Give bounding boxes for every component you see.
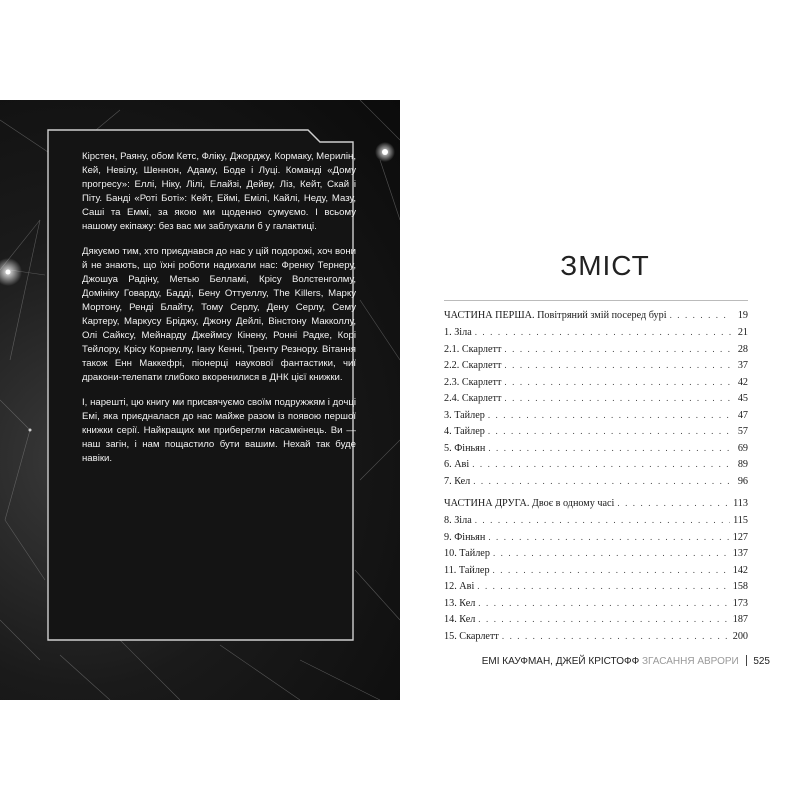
toc-entry-label: ЧАСТИНА ПЕРША. Повітряний змій посеред бурі	[444, 310, 667, 321]
toc-entry-page: 96	[737, 475, 748, 487]
toc-entry[interactable]	[444, 581, 748, 598]
toc-entry-page: 127	[732, 531, 748, 543]
toc-entry-label: 2.2. Скарлетт	[444, 360, 502, 371]
toc-entry-label: 2.3. Скарлетт	[444, 376, 502, 388]
table-of-contents	[444, 308, 748, 647]
toc-entry[interactable]	[444, 598, 748, 615]
right-page	[400, 100, 800, 700]
toc-leader-dots	[488, 410, 731, 420]
dedication-text	[82, 150, 356, 476]
toc-leader-dots	[478, 614, 729, 624]
toc-entry-label: ЧАСТИНА ДРУГА. Двоє в одному часі	[444, 498, 615, 509]
toc-entry-page: 187	[732, 614, 748, 625]
toc-entry[interactable]	[444, 459, 748, 476]
toc-leader-dots	[493, 548, 730, 558]
toc-entry-page: 42	[737, 376, 748, 388]
dedication-paragraph-2: Дякуємо тим, хто приєднався до нас у цій подорожі, хоч вони й не знають, що їхні роботи надихали нас: Френку Тернеру, Джошуа Радіну, Метью Белламі, Крісу Волстенголму, Домініку Говарду, Бадді, Бену Оттуеллу, The Killers, Марку Мортону, Ренді Блайту, Тому Серлу, Дену Серлу, Сему Картеру, Маркусу Бріджу, Джону Дейлі, Вінстону Макколлу, Олі Сайксу, Мейнарду Джеймсу Кінену, Ронні Радке, Корі Тейлору, Крісу Корнеллу, Іану Кенні, Тренту Резнору. Вітання також Енн Маккефрі, піонерці наукової фантастики, чиї дракони-телепати глибоко вкоренилися в ДНК цієї книжки.	[82, 245, 356, 384]
toc-entry-label: 2.1. Скарлетт	[444, 343, 502, 355]
dedication-paragraph-3: І, нарешті, цю книгу ми присвячуємо своїм подружжям і дочці Емі, яка приєдналася до нас майже разом із появою першої книжки серії. Найкращих ми приберегли насамкінець. Ви — наш загін, і нам пощастило бути вашим. Нехай так буде навіки.	[82, 396, 356, 464]
toc-entry[interactable]	[444, 393, 748, 410]
toc-leader-dots	[504, 377, 731, 387]
toc-part-heading[interactable]	[444, 310, 748, 327]
toc-entry-label: 12. Аві	[444, 581, 475, 592]
toc-entry[interactable]	[444, 344, 748, 361]
toc-entry[interactable]	[444, 327, 748, 344]
toc-entry-label: 8. Зіла	[444, 515, 472, 526]
footer-book-title: ЗГАСАННЯ АВРОРИ	[641, 656, 739, 667]
toc-entry[interactable]	[444, 443, 748, 460]
toc-entry[interactable]	[444, 426, 748, 443]
toc-entry-page: 47	[737, 409, 748, 421]
toc-entry-page: 89	[737, 459, 748, 470]
toc-entry[interactable]	[444, 614, 748, 631]
toc-entry-page: 115	[733, 515, 748, 526]
toc-leader-dots	[478, 598, 729, 608]
toc-entry-page: 19	[737, 310, 748, 321]
toc-leader-dots	[472, 459, 731, 469]
toc-leader-dots	[488, 443, 731, 453]
footer-separator	[746, 655, 747, 666]
toc-leader-dots	[670, 310, 731, 320]
toc-leader-dots	[504, 393, 731, 403]
toc-entry-page: 21	[737, 327, 748, 338]
toc-leader-dots	[617, 498, 730, 508]
toc-entry-page: 158	[732, 581, 748, 592]
toc-entry-label: 2.4. Скарлетт	[444, 393, 502, 404]
toc-leader-dots	[493, 565, 730, 575]
footer-authors: ЕМІ КАУФМАН, ДЖЕЙ КРІСТОФФ	[481, 656, 640, 667]
toc-entry-page: 113	[733, 498, 748, 509]
toc-entry-label: 1. Зіла	[444, 327, 472, 338]
toc-entry-page: 173	[732, 597, 748, 609]
toc-entry-page: 69	[737, 442, 748, 454]
toc-leader-dots	[504, 344, 731, 354]
toc-leader-dots	[488, 532, 729, 542]
toc-leader-dots	[488, 426, 731, 436]
left-page	[0, 100, 400, 700]
toc-entry[interactable]	[444, 631, 748, 648]
toc-entry-label: 15. Скарлетт	[444, 630, 499, 642]
toc-leader-dots	[473, 476, 731, 486]
page-footer	[400, 655, 770, 667]
toc-entry-label: 10. Тайлер	[444, 548, 490, 559]
toc-entry-label: 13. Кел	[444, 597, 476, 609]
toc-divider	[444, 300, 748, 301]
footer-page-number: 525	[753, 656, 770, 667]
dedication-paragraph-1: Кірстен, Раяну, обом Кетс, Фліку, Джорджу, Кормаку, Мерилін, Кей, Невілу, Шеннон, Адаму, Боде і Луці. Команді «Дому прогресу»: Еллі, Ніку, Лілі, Елайзі, Дейву, Ліз, Кейт, Скай і Піту. Банді «Роті Боті»: Кейт, Еймі, Емілі, Кайлі, Неду, Мазу, Саші та Еммі, за якою ми щоденно сумуємо. І всьому нашому екіпажу: без вас ми заблукали б у галактиці.	[82, 151, 356, 233]
toc-entry-label: 11. Тайлер	[444, 564, 490, 576]
toc-entry-page: 28	[737, 343, 748, 355]
toc-entry[interactable]	[444, 532, 748, 549]
toc-entry[interactable]	[444, 476, 748, 493]
toc-entry-label: 5. Фіньян	[444, 442, 486, 454]
toc-leader-dots	[477, 581, 729, 591]
toc-entry[interactable]	[444, 377, 748, 394]
toc-entry[interactable]	[444, 515, 748, 532]
toc-leader-dots	[475, 327, 731, 337]
toc-entry[interactable]	[444, 548, 748, 565]
toc-leader-dots	[475, 515, 730, 525]
toc-entry-page: 45	[737, 393, 748, 404]
toc-leader-dots	[504, 360, 731, 370]
toc-entry-label: 4. Тайлер	[444, 426, 485, 437]
toc-title: ЗМІСТ	[560, 250, 650, 281]
toc-entry-label: 7. Кел	[444, 475, 471, 487]
toc-entry-page: 37	[737, 360, 748, 371]
toc-entry-label: 14. Кел	[444, 614, 476, 625]
toc-part-heading[interactable]	[444, 498, 748, 515]
toc-entry-page: 137	[732, 548, 748, 559]
toc-entry[interactable]	[444, 565, 748, 582]
toc-entry-label: 9. Фіньян	[444, 531, 486, 543]
toc-leader-dots	[502, 631, 730, 641]
toc-entry-label: 3. Тайлер	[444, 409, 485, 421]
toc-entry[interactable]	[444, 410, 748, 427]
toc-entry-label: 6. Аві	[444, 459, 470, 470]
toc-entry-page: 57	[737, 426, 748, 437]
toc-entry[interactable]	[444, 360, 748, 377]
toc-entry-page: 200	[732, 630, 748, 642]
toc-entry-page: 142	[732, 564, 748, 576]
